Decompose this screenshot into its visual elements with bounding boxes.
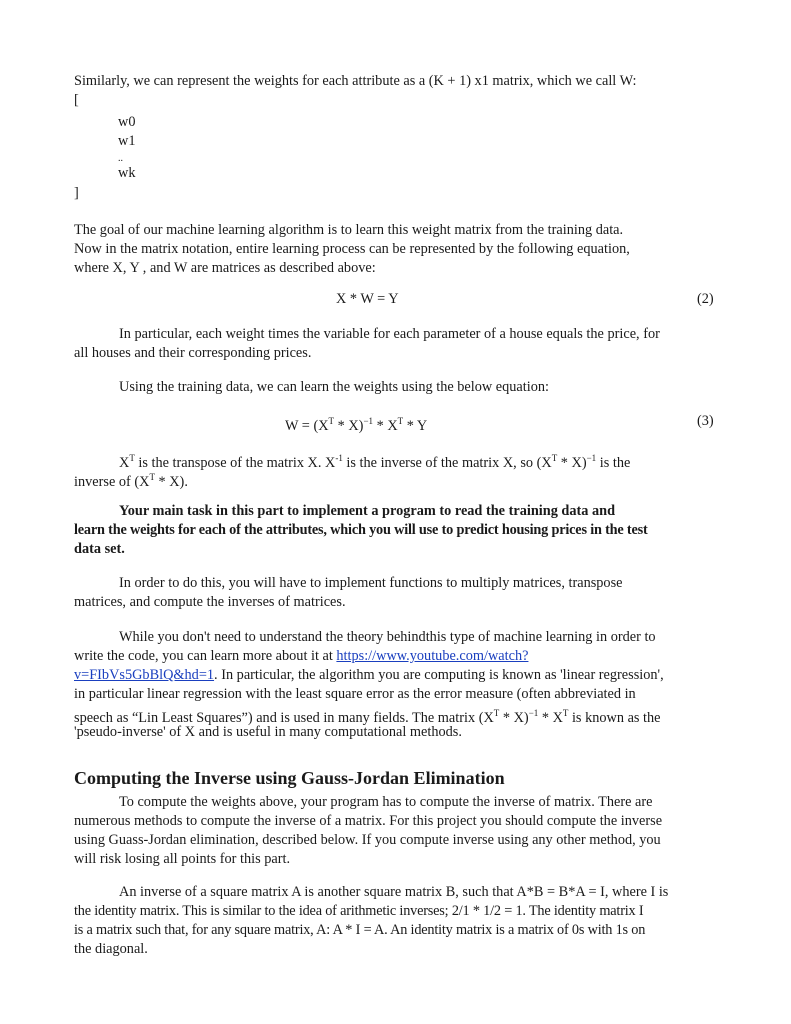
- task-line-1: Your main task in this part to implement a program to read the training data and: [119, 503, 616, 519]
- gauss-line-4: will risk losing all points for this part.: [74, 851, 291, 867]
- intro-text: Similarly, we can represent the weights for each attribute as a (K + 1) x1 matrix, which we call W:: [74, 73, 637, 89]
- matrix-close-bracket: ]: [74, 185, 79, 201]
- section-title: Computing the Inverse using Gauss-Jordan Elimination: [74, 768, 505, 788]
- matrix-row-wk: wk: [118, 165, 136, 181]
- gauss-line-2: numerous methods to compute the inverse of a matrix. For this project you should compute the inverse: [74, 813, 663, 829]
- equation-3: $W = (X^T * X)^{-1} * X^T * Y$: [285, 416, 428, 434]
- goal-line-1: The goal of our machine learning algorithm is to learn this weight matrix from the training data.: [74, 222, 624, 238]
- training-line: Using the training data, we can learn the weights using the below equation:: [119, 379, 549, 395]
- youtube-link-part-1[interactable]: https://www.youtube.com/watch?: [336, 648, 529, 664]
- equation-2: X * W = Y: [336, 291, 399, 307]
- theory-line-5: speech as “Lin Least Squares”) and is used in many fields. The matrix $(X^T * X)^{-1} * X^T$ is known as the: [74, 708, 661, 726]
- order-line-1: In order to do this, you will have to implement functions to multiply matrices, transpose: [119, 575, 623, 591]
- matrix-row-ellipsis: ..: [118, 153, 123, 164]
- transpose-line-2: inverse of $(X^T * X)$.: [74, 472, 188, 490]
- theory-line-3: v=FIbVs5GbBlQ&hd=1. In particular, the algorithm you are computing is known as 'linear regression',: [74, 667, 664, 683]
- theory-line-2: write the code, you can learn more about it at https://www.youtube.com/watch?: [74, 648, 529, 664]
- inverse-line-3: is a matrix such that, for any square matrix, A: A * I = A. An identity matrix is a matrix of 0s with 1s on: [74, 922, 646, 938]
- theory-line-4: in particular linear regression with the least square error as the error measure (often abbreviated in: [74, 686, 636, 702]
- youtube-link-part-2[interactable]: v=FIbVs5GbBlQ&hd=1: [74, 667, 215, 683]
- equation-3-number: (3): [697, 413, 714, 429]
- transpose-line-1: $X^T$ is the transpose of the matrix X. $X^{-1}$ is the inverse of the matrix X, so $(X^T * X)^{-1}$ is the: [119, 453, 631, 471]
- particular-line-1: In particular, each weight times the variable for each parameter of a house equals the price, for: [119, 326, 660, 342]
- inverse-line-1: An inverse of a square matrix A is another square matrix B, such that A*B = B*A = I, where I is: [119, 884, 669, 900]
- inverse-line-4: the diagonal.: [74, 941, 148, 957]
- gauss-line-3: using Guass-Jordan elimination, described below. If you compute inverse using any other method, you: [74, 832, 661, 848]
- task-line-3: data set.: [74, 541, 125, 557]
- theory-line-1: While you don't need to understand the theory behindthis type of machine learning in order to: [119, 629, 656, 645]
- gauss-line-1: To compute the weights above, your program has to compute the inverse of matrix. There are: [119, 794, 653, 810]
- goal-line-2: Now in the matrix notation, entire learning process can be represented by the following equation,: [74, 241, 630, 257]
- particular-line-2: all houses and their corresponding prices.: [74, 345, 312, 361]
- matrix-row-w0: w0: [118, 114, 136, 130]
- equation-2-number: (2): [697, 291, 714, 307]
- goal-line-3: where X, Y , and W are matrices as described above:: [74, 260, 376, 276]
- task-line-2: learn the weights for each of the attributes, which you will use to predict housing prices in the test: [74, 522, 648, 538]
- matrix-row-w1: w1: [118, 133, 136, 149]
- theory-line-6: 'pseudo-inverse' of X and is useful in many computational methods.: [74, 724, 462, 740]
- order-line-2: matrices, and compute the inverses of matrices.: [74, 594, 346, 610]
- inverse-line-2: the identity matrix. This is similar to the idea of arithmetic inverses; 2/1 * 1/2 = 1. The identity matrix I: [74, 903, 644, 919]
- matrix-open-bracket: [: [74, 92, 79, 108]
